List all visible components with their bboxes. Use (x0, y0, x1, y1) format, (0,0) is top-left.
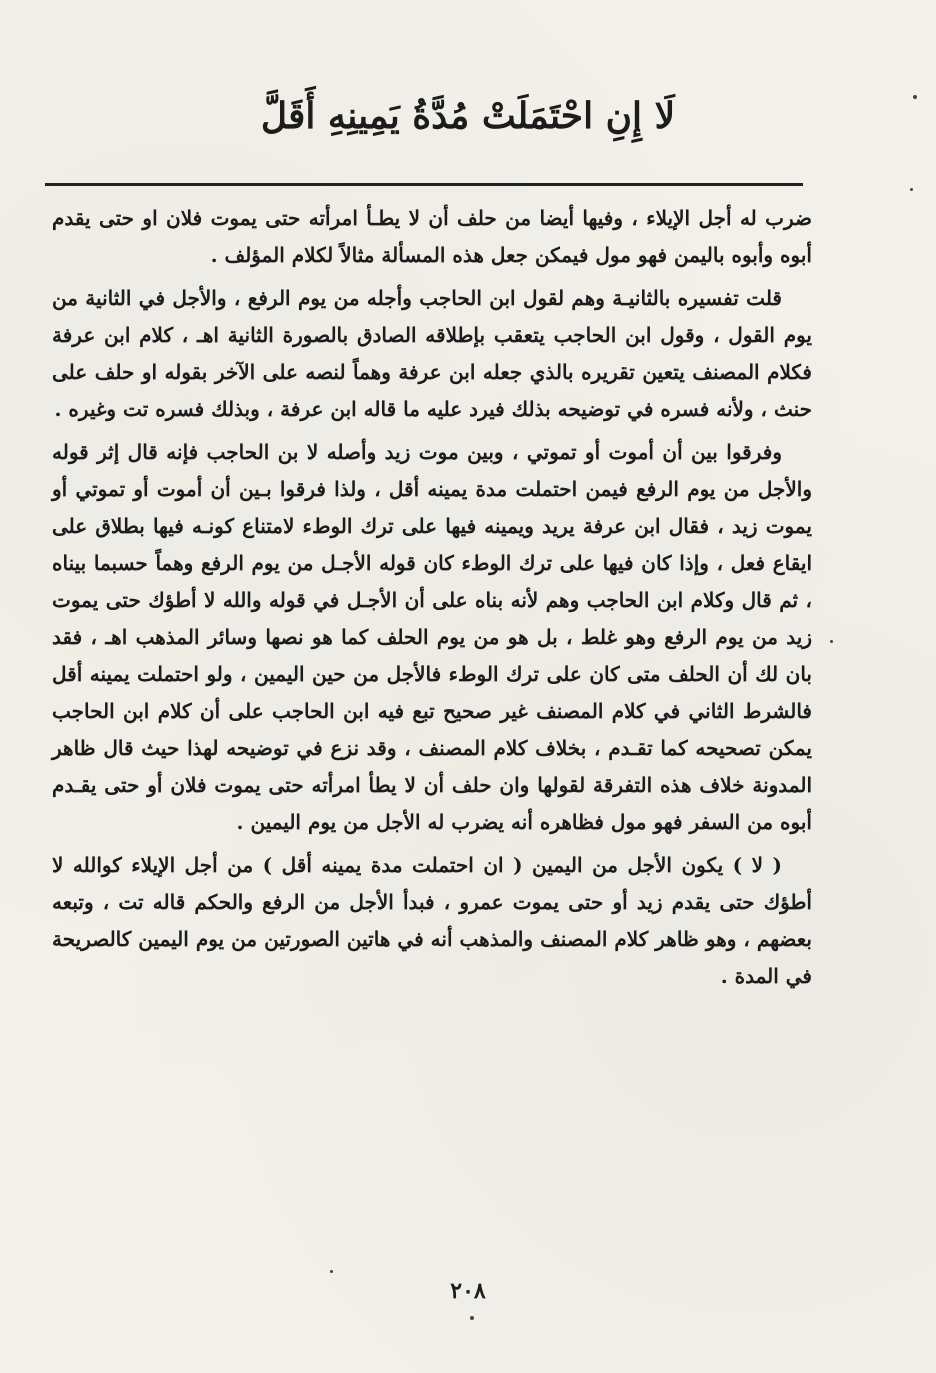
scan-speck (830, 640, 833, 643)
scan-speck (470, 1316, 474, 1320)
paragraph: ضرب له أجل الإيلاء ، وفيها أيضا من حلف أن لا يطـأ امرأته حتى يموت فلان او حتى يقدم أبوه وأبوه باليمن فهو مول فيمكن جعل هذه المسألة مثالاً لكلام المؤلف . (52, 206, 812, 267)
scan-speck (913, 95, 917, 99)
paragraph: قلت تفسيره بالثانيـة وهم لقول ابن الحاجب وأجله من يوم الرفع ، والأجل في الثانية من يوم القول ، وقول ابن الحاجب يتعقب بإطلاقه الصادق بالصورة الثانية اهـ ، كلام ابن عرفة فكلام المصنف يتعين تقريره بالذي جعله ابن عرفة وهماً لنصه على الآخر بقوله او حلف على حنث ، ولأنه فسره في توضيحه بذلك فيرد عليه ما قاله ابن عرفة ، وبذلك فسره تت وغيره . (52, 286, 812, 421)
page-body (52, 200, 812, 995)
scan-speck (910, 188, 913, 191)
page-number: ٢٠٨ (450, 1278, 486, 1304)
paragraph: وفرقوا بين أن أموت أو تموتي ، وبين موت زيد وأصله لا بن الحاجب فإنه قال إثر قوله والأجل من يوم الرفع فيمن احتملت مدة يمينه أقل ، ولذا فرقوا بـين أن أموت أو تموتي أو يموت زيد ، فقال ابن عرفة يريد ويمينه فيها على ترك الوطء لامتناع كونـه فيها بطلاق على ايقاع فعل ، وإذا كان فيها على ترك الوطء كان قوله الأجـل من يوم الرفع وهماً حسبما بيناه ، ثم قال وكلام ابن الحاجب وهم لأنه بناه على أن الأجـل في قوله والله لا أطؤك حتى يموت زيد من يوم الرفع وهو غلط ، بل هو من يوم الحلف كما هو نصها وسائر المذهب اهـ ، فقد بان لك أن الحلف متى كان على ترك الوطء فالأجل من حين اليمين ، ولو احتملت يمينه أقل فالشرط الثاني في كلام المصنف غير صحيح تبع فيه ابن الحاجب على أن كلام ابن الحاجب يمكن تصحيحه كما تقـدم ، بخلاف كلام المصنف ، وقد نزع في توضيحه لهذا حيث قال ظاهر المدونة خلاف هذه التفرقة لقولها وان حلف أن لا يطأ امرأته حتى يموت فلان أو حتى يقـدم أبوه من السفر فهو مول فظاهره أنه يضرب له الأجل من يوم اليمين . (52, 440, 812, 834)
header-divider (45, 183, 803, 186)
paragraph: ( لا ) يكون الأجل من اليمين ( ان احتملت مدة يمينه أقل ) من أجل الإيلاء كوالله لا أطؤك حتى يقدم زيد أو حتى يموت عمرو ، فبدأ الأجل من الرفع والحكم قاله تت ، وتبعه بعضهم ، وهو ظاهر كلام المصنف والمذهب أنه في هاتين الصورتين من يوم اليمين كالصريحة في المدة . (52, 853, 812, 988)
page-header-title: لَا إِنِ احْتَمَلَتْ مُدَّةُ يَمِينِهِ أَقَلَّ (260, 95, 676, 137)
scan-speck (330, 1270, 333, 1273)
